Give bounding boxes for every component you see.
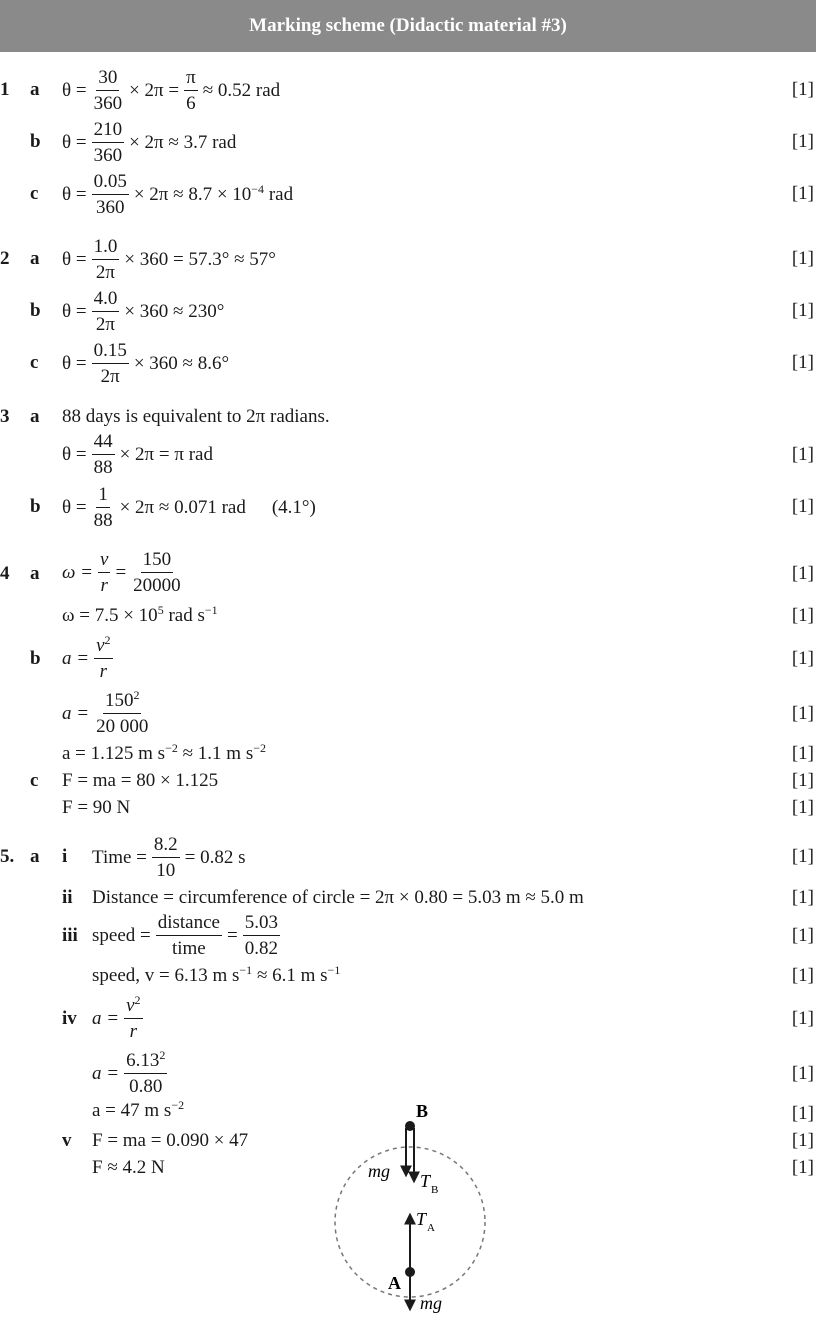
- question-number-2: 2: [0, 248, 10, 269]
- mg-label-b: mg: [368, 1161, 390, 1181]
- page-title: Marking scheme (Didactic material #3): [249, 15, 567, 36]
- mark: [1]: [791, 300, 814, 321]
- mark: [1]: [791, 770, 814, 791]
- equation-2a: θ = $\frac{1.0}{2\pi}$ × 360 = 57.3° ≈ 57°: [62, 236, 276, 283]
- point-b-label: B: [416, 1101, 429, 1121]
- question-number-1: 1: [0, 79, 10, 100]
- equation-1b: θ = $\frac{210}{360}$ × 2π ≈ 3.7 rad: [62, 119, 237, 166]
- sub-part-label: i: [62, 846, 68, 867]
- part-label: b: [30, 300, 41, 321]
- mark: [1]: [791, 1103, 814, 1124]
- mark: [1]: [791, 352, 814, 373]
- equation-4b-result: a = 1.125 m $s^{-2} \approx 1.1$ m $s^{-2}$: [62, 741, 266, 764]
- header-bar: [0, 0, 816, 52]
- tension-label-b: T: [420, 1171, 431, 1191]
- circular-motion-diagram: [330, 1095, 500, 1320]
- mark: [1]: [791, 1063, 814, 1084]
- mark: [1]: [791, 563, 814, 584]
- mark: [1]: [791, 925, 814, 946]
- sub-part-label: ii: [62, 887, 73, 908]
- equation-5iv-sub: a = $\frac{6.13^2}{0.80}$: [92, 1048, 166, 1097]
- sub-part-label: v: [62, 1130, 72, 1151]
- mark: [1]: [791, 248, 814, 269]
- equation-3b: θ = $\frac{1}{88}$ × 2π ≈ 0.071 rad (4.1°): [62, 484, 316, 531]
- point-a-label: A: [388, 1273, 401, 1293]
- part-label: a: [30, 846, 40, 867]
- mark: [1]: [791, 703, 814, 724]
- mark: [1]: [791, 183, 814, 204]
- part-label: a: [30, 563, 40, 584]
- equation-5iii-result: speed, v = 6.13 m $s^{-1} \approx 6.1$ m $s^{-1}$: [92, 963, 341, 986]
- equation-2b: θ = $\frac{4.0}{2\pi}$ × 360 ≈ 230°: [62, 288, 225, 335]
- equation-5i: Time = $\frac{8.2}{10}$ = 0.82 s: [92, 834, 246, 881]
- mark: [1]: [791, 1130, 814, 1151]
- tension-label-b-sub: B: [431, 1184, 439, 1196]
- equation-5v: F = ma = 0.090 × 47: [92, 1130, 249, 1151]
- mark: [1]: [791, 743, 814, 764]
- equation-5ii: Distance = circumference of circle = 2π × 0.80 = 5.03 m ≈ 5.0 m: [92, 887, 584, 908]
- equation-4b: a = $\frac{v^2}{r}$: [62, 633, 111, 682]
- mark: [1]: [791, 797, 814, 818]
- equation-5iii: speed = distance time = $\frac{5.03}{0.82}$: [92, 912, 278, 959]
- equation-4a-result: $\omega = 7.5 \times 10^5$ rad $s^{-1}$: [62, 603, 218, 626]
- question-number-3: 3: [0, 406, 10, 427]
- equation-5v-result: F ≈ 4.2 N: [92, 1157, 165, 1178]
- mark: [1]: [791, 1008, 814, 1029]
- equation-4c-result: F = 90 N: [62, 797, 131, 818]
- mark: [1]: [791, 605, 814, 626]
- part-label: a: [30, 79, 40, 100]
- part-label: a: [30, 248, 40, 269]
- mg-label-a: mg: [420, 1293, 442, 1313]
- part-label: c: [30, 770, 39, 791]
- equation-2c: θ = $\frac{0.15}{2\pi}$ × 360 ≈ 8.6°: [62, 340, 230, 387]
- sub-part-label: iii: [62, 925, 78, 946]
- equation-4a: ω = $\frac{v}{r}$ = $\frac{150}{20000}$: [62, 549, 181, 596]
- part-label: b: [30, 131, 41, 152]
- mark: [1]: [791, 79, 814, 100]
- equation-5iv: a = $\frac{v^2}{r}$: [92, 993, 141, 1042]
- part-label: c: [30, 352, 39, 373]
- part-label: c: [30, 183, 39, 204]
- mark: [1]: [791, 846, 814, 867]
- mark: [1]: [791, 444, 814, 465]
- equation-1a: θ = $\frac{30}{360}$ × 2π = $\frac{\pi}{6}$ ≈ 0.52 rad: [62, 67, 281, 114]
- equation-5iv-result: a = 47 m $s^{-2}$: [92, 1098, 185, 1121]
- mark: [1]: [791, 887, 814, 908]
- statement-3a: 88 days is equivalent to 2π radians.: [62, 406, 330, 427]
- part-label: b: [30, 648, 41, 669]
- tension-label-a-sub: A: [427, 1222, 435, 1234]
- part-label: b: [30, 496, 41, 517]
- mark: [1]: [791, 1157, 814, 1178]
- mark: [1]: [791, 496, 814, 517]
- equation-1c: θ = $\frac{0.05}{360}$ × $2\pi \approx 8.7 \times 10^{-4}$ rad: [62, 171, 294, 218]
- tension-label-a: T: [416, 1209, 427, 1229]
- part-label: a: [30, 406, 40, 427]
- mark: [1]: [791, 648, 814, 669]
- mark: [1]: [791, 965, 814, 986]
- point-a: [405, 1267, 415, 1277]
- equation-3a: θ = $\frac{44}{88}$ × 2π = π rad: [62, 431, 213, 478]
- question-number-5: 5.: [0, 846, 15, 867]
- equation-4c: F = ma = 80 × 1.125: [62, 770, 219, 791]
- question-number-4: 4: [0, 563, 10, 584]
- equation-4b-sub: a = $\frac{150^2}{20 000}$: [62, 688, 149, 737]
- sub-part-label: iv: [62, 1008, 77, 1029]
- mark: [1]: [791, 131, 814, 152]
